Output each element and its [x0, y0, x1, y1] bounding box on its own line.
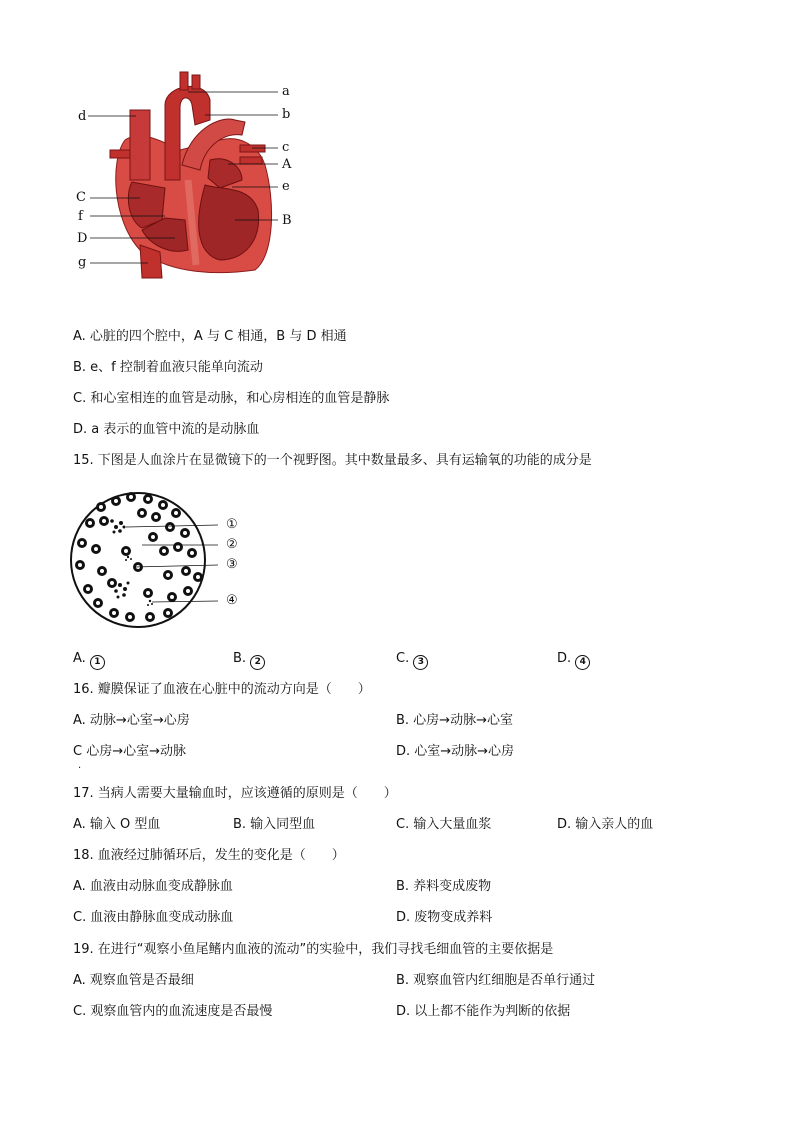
q14-option-b: B. e、f 控制着血液只能单向流动	[73, 360, 263, 375]
q17-option-c: C. 输入大量血浆	[396, 817, 492, 832]
q15-option-a: A. 1	[73, 651, 105, 670]
q17-option-b: B. 输入同型血	[233, 817, 316, 832]
smear-label-3: ③	[226, 557, 238, 572]
q18-option-d: D. 废物变成养料	[396, 910, 493, 925]
q14-option-d: D. a 表示的血管中流的是动脉血	[73, 422, 260, 437]
q19-option-b: B. 观察血管内红细胞是否单行通过	[396, 973, 596, 988]
q16-option-b: B. 心房→动脉→心室	[396, 713, 513, 728]
label-f: f	[78, 209, 83, 224]
q17-stem: 17. 当病人需要大量输血时，应该遵循的原则是（ ）	[73, 786, 397, 801]
smear-label-4: ④	[226, 593, 238, 608]
q16-option-c: C 心房→心室→动脉	[73, 744, 186, 759]
q16-option-a: A. 动脉→心室→心房	[73, 713, 190, 728]
q15-option-d: D. 4	[557, 651, 590, 670]
label-d: d	[78, 109, 87, 124]
label-C: C	[76, 190, 86, 205]
q16-option-d: D. 心室→动脉→心房	[396, 744, 515, 759]
q18-option-c: C. 血液由静脉血变成动脉血	[73, 910, 234, 925]
q16-stray-dot: .	[78, 760, 82, 771]
q14-option-a: A. 心脏的四个腔中，A 与 C 相通，B 与 D 相通	[73, 329, 347, 344]
q19-stem: 19. 在进行“观察小鱼尾鳍内血液的流动”的实验中，我们寻找毛细血管的主要依据是	[73, 942, 554, 957]
q18-option-a: A. 血液由动脉血变成静脉血	[73, 879, 233, 894]
label-g: g	[78, 255, 87, 270]
q18-stem: 18. 血液经过肺循环后，发生的变化是（ ）	[73, 848, 345, 863]
label-e: e	[282, 179, 290, 194]
q15-option-c: C. 3	[396, 651, 428, 670]
q19-option-a: A. 观察血管是否最细	[73, 973, 194, 988]
q15-stem: 15. 下图是人血涂片在显微镜下的一个视野图。其中数量最多、具有运输氧的功能的成分是	[73, 453, 592, 468]
q18-option-b: B. 养料变成废物	[396, 879, 492, 894]
q19-option-c: C. 观察血管内的血流速度是否最慢	[73, 1004, 273, 1019]
q14-option-c: C. 和心室相连的血管是动脉，和心房相连的血管是静脉	[73, 391, 390, 406]
q16-stem: 16. 瓣膜保证了血液在心脏中的流动方向是（ ）	[73, 682, 371, 697]
label-c: c	[282, 140, 290, 155]
label-D: D	[77, 231, 88, 246]
label-A: A	[282, 157, 292, 172]
smear-label-1: ①	[226, 517, 238, 532]
label-a: a	[282, 84, 290, 99]
q19-option-d: D. 以上都不能作为判断的依据	[396, 1004, 571, 1019]
heart-diagram	[70, 70, 310, 285]
vena-cava	[130, 110, 150, 180]
smear-label-2: ②	[226, 537, 238, 552]
q17-option-d: D. 输入亲人的血	[557, 817, 654, 832]
label-b: b	[282, 107, 291, 122]
q17-option-a: A. 输入 O 型血	[73, 817, 161, 832]
label-B: B	[282, 213, 292, 228]
q15-option-b: B. 2	[233, 651, 265, 670]
